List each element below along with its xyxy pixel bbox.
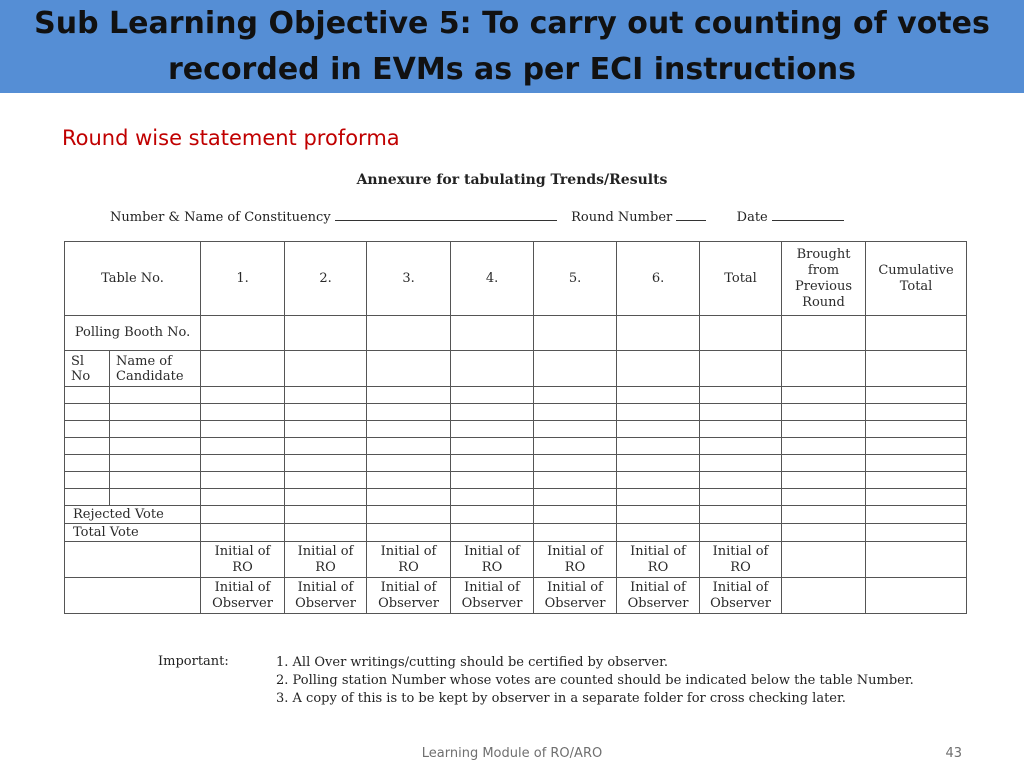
initial-ro-row bbox=[65, 542, 967, 578]
total-vote-row bbox=[65, 524, 967, 542]
form-title: Annexure for tabulating Trends/Results bbox=[356, 172, 668, 188]
initial-ro-cell: Initial of RO bbox=[201, 542, 285, 578]
col-header-table-no: Table No. bbox=[65, 242, 201, 316]
header-row bbox=[65, 242, 967, 316]
round-number-blank bbox=[676, 208, 706, 221]
round-number-label: Round Number bbox=[571, 210, 673, 225]
results-table bbox=[64, 241, 967, 614]
initial-observer-cell: Initial of Observer bbox=[617, 578, 700, 614]
col-header-4: 4. bbox=[451, 242, 534, 316]
col-header-1: 1. bbox=[201, 242, 285, 316]
initial-observer-row bbox=[65, 578, 967, 614]
date-label: Date bbox=[736, 210, 768, 225]
date-blank bbox=[772, 208, 844, 221]
rejected-vote-row bbox=[65, 506, 967, 524]
initial-ro-cell: Initial of RO bbox=[285, 542, 367, 578]
candidate-row bbox=[65, 455, 967, 472]
rejected-vote-label: Rejected Vote bbox=[65, 506, 201, 524]
important-label: Important: bbox=[158, 654, 229, 669]
form-meta-line bbox=[110, 208, 844, 225]
initial-observer-cell: Initial of Observer bbox=[285, 578, 367, 614]
sl-no-label: Sl No bbox=[65, 351, 110, 387]
initial-ro-cell: Initial of RO bbox=[700, 542, 782, 578]
note-item: 1. All Over writings/cutting should be certified by observer. bbox=[276, 655, 668, 670]
total-vote-label: Total Vote bbox=[65, 524, 201, 542]
col-header-brought-forward: Brought from Previous Round bbox=[782, 242, 866, 316]
candidate-row bbox=[65, 404, 967, 421]
candidate-row bbox=[65, 421, 967, 438]
initial-observer-cell: Initial of Observer bbox=[201, 578, 285, 614]
initial-observer-cell: Initial of Observer bbox=[451, 578, 534, 614]
col-header-cumulative-total: Cumulative Total bbox=[866, 242, 967, 316]
candidate-row bbox=[65, 438, 967, 455]
slide-header bbox=[0, 0, 1024, 93]
col-header-3: 3. bbox=[367, 242, 451, 316]
candidate-name-label: Name of Candidate bbox=[110, 351, 201, 387]
note-item: 3. A copy of this is to be kept by observer in a separate folder for cross checking later. bbox=[276, 691, 846, 706]
slide-subtitle: Round wise statement proforma bbox=[62, 126, 400, 150]
initial-ro-cell: Initial of RO bbox=[534, 542, 617, 578]
col-header-2: 2. bbox=[285, 242, 367, 316]
candidate-row bbox=[65, 489, 967, 506]
col-header-total: Total bbox=[700, 242, 782, 316]
polling-booth-label: Polling Booth No. bbox=[65, 316, 201, 351]
col-header-6: 6. bbox=[617, 242, 700, 316]
candidate-header-row bbox=[65, 351, 967, 387]
initial-observer-cell: Initial of Observer bbox=[534, 578, 617, 614]
constituency-blank bbox=[335, 208, 557, 221]
footer-label: Learning Module of RO/ARO bbox=[421, 746, 603, 761]
note-item: 2. Polling station Number whose votes are counted should be indicated below the table Number. bbox=[276, 673, 914, 688]
polling-booth-row bbox=[65, 316, 967, 351]
slide-number: 43 bbox=[945, 746, 962, 761]
initial-observer-cell: Initial of Observer bbox=[700, 578, 782, 614]
candidate-row bbox=[65, 472, 967, 489]
notes-list bbox=[276, 654, 916, 708]
candidate-row bbox=[65, 387, 967, 404]
col-header-5: 5. bbox=[534, 242, 617, 316]
initial-ro-cell: Initial of RO bbox=[617, 542, 700, 578]
slide-title: Sub Learning Objective 5: To carry out counting of votes recorded in EVMs as per ECI instructions bbox=[34, 5, 990, 87]
initial-ro-cell: Initial of RO bbox=[451, 542, 534, 578]
initial-ro-cell: Initial of RO bbox=[367, 542, 451, 578]
constituency-label: Number & Name of Constituency bbox=[110, 210, 331, 225]
initial-observer-cell: Initial of Observer bbox=[367, 578, 451, 614]
